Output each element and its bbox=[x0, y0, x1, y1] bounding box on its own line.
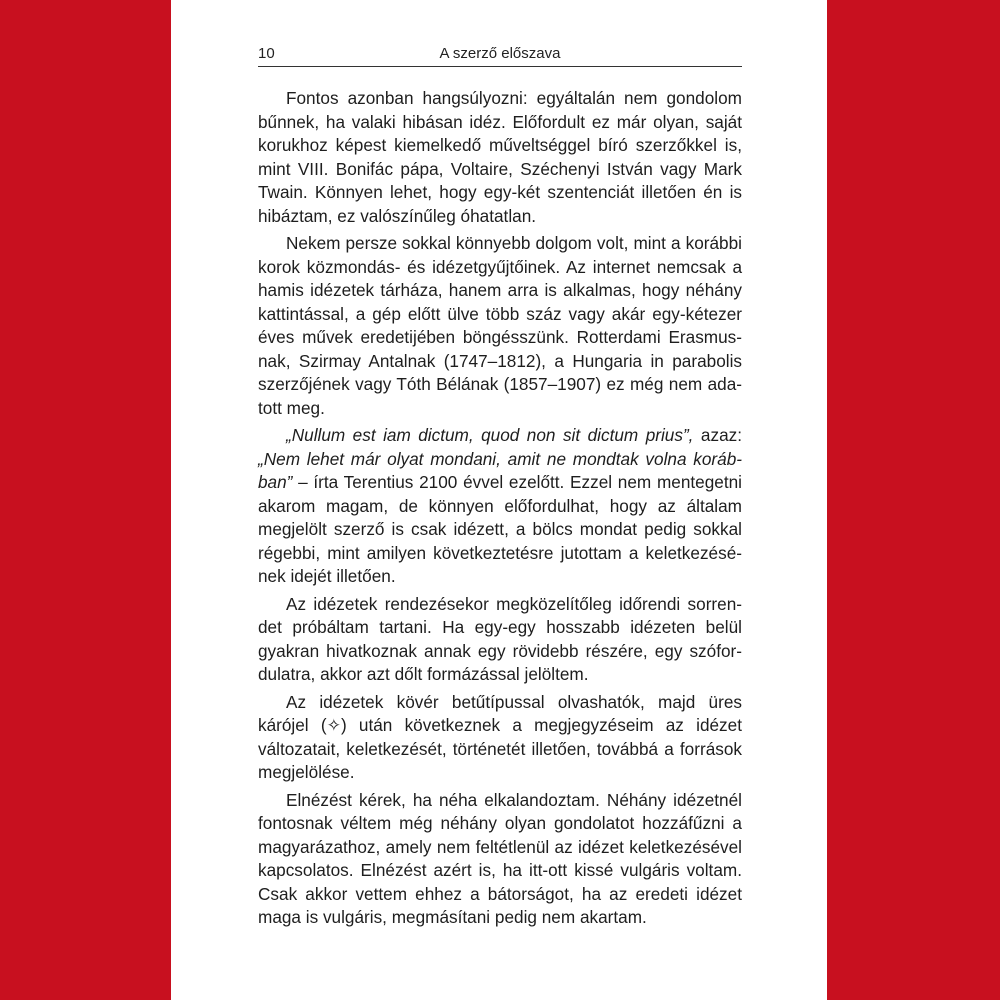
running-title: A szerző előszava bbox=[439, 45, 561, 62]
paragraph-1: Fontos azonban hangsúlyozni: egyáltalán nem gondolom bűnnek, ha valaki hibásan idéz. Előfordult ez már olyan, saját korukhoz képest kiemelkedő műveltséggel bíró szerzőkkel is, mint VIII. Bonifác pápa, Voltaire, Széchenyi István vagy Mark Twain. Könnyen lehet, hogy egy-két szentenciát illetően én is hibáztam, ez valószínűleg óhatatlan. bbox=[258, 88, 742, 226]
paragraph-3-rest: – írta Terentius 2100 évvel ezelőtt. Ezzel nem mentegetni akarom magam, de könnyen előfordulhat, hogy az általam megjelölt szerző is csak idézett, a bölcs mondat pedig sokkal régebbi, mint amilyen következtetésre jutottam a keletkezésének idejét illetően. bbox=[258, 472, 742, 586]
hungarian-quote: „Nem lehet már olyat mondani, amit ne mondtak volna korábban” bbox=[258, 448, 742, 492]
paragraph-4: Az idézetek rendezésekor megközelítőleg időrendi sorrendet próbáltam tartani. Ha egy-egy hosszabb idézeten belül gyakran hivatkoznak annak egy rövidebb részére, egy szófordulatra, akkor azt dőlt formázással jelöltem. bbox=[258, 593, 742, 684]
paragraph-5: Az idézetek kövér betűtípussal olvashatók, majd üres kárójel (✧) után következnek a megjegyzéseim az idézet változatait, keletkezését, történetét illetően, továbbá a források megjelölése. bbox=[258, 691, 742, 782]
page-number: 10 bbox=[258, 45, 275, 62]
book-page bbox=[171, 0, 827, 1000]
body-text bbox=[258, 87, 742, 930]
quote-connector: azaz: bbox=[693, 425, 743, 445]
running-header bbox=[258, 44, 742, 67]
paragraph-3 bbox=[258, 424, 742, 589]
paragraph-2: Nekem persze sokkal könnyebb dolgom volt, mint a korábbi korok közmondás- és idézetgyűjtőinek. Az internet nemcsak a hamis idézetek tárháza, hanem arra is alkalmas, hogy néhány kattintással, a gép előtt ülve több száz vagy akár egy-kétezer éves művek eredetijében böngésszünk. Rotterdami Erasmusnak, Szirmay Antalnak (1747–1812), a Hungaria in parabolis szerzőjének vagy Tóth Bélának (1857–1907) ez még nem adatott meg. bbox=[258, 233, 742, 418]
paragraph-6: Elnézést kérek, ha néha elkalandoztam. Néhány idézetnél fontosnak véltem még néhány olyan gondolatot hozzáfűzni a magyarázathoz, amely nem feltétlenül az idézet keletkezésével kapcsolatos. Elnézést azért is, ha itt-ott kissé vulgáris voltam. Csak akkor vettem ehhez a bátorságot, ha az eredeti idézet maga is vulgáris, megmásítani pedig nem akartam. bbox=[258, 789, 742, 927]
latin-quote: „Nullum est iam dictum, quod non sit dictum prius”, bbox=[286, 425, 694, 445]
